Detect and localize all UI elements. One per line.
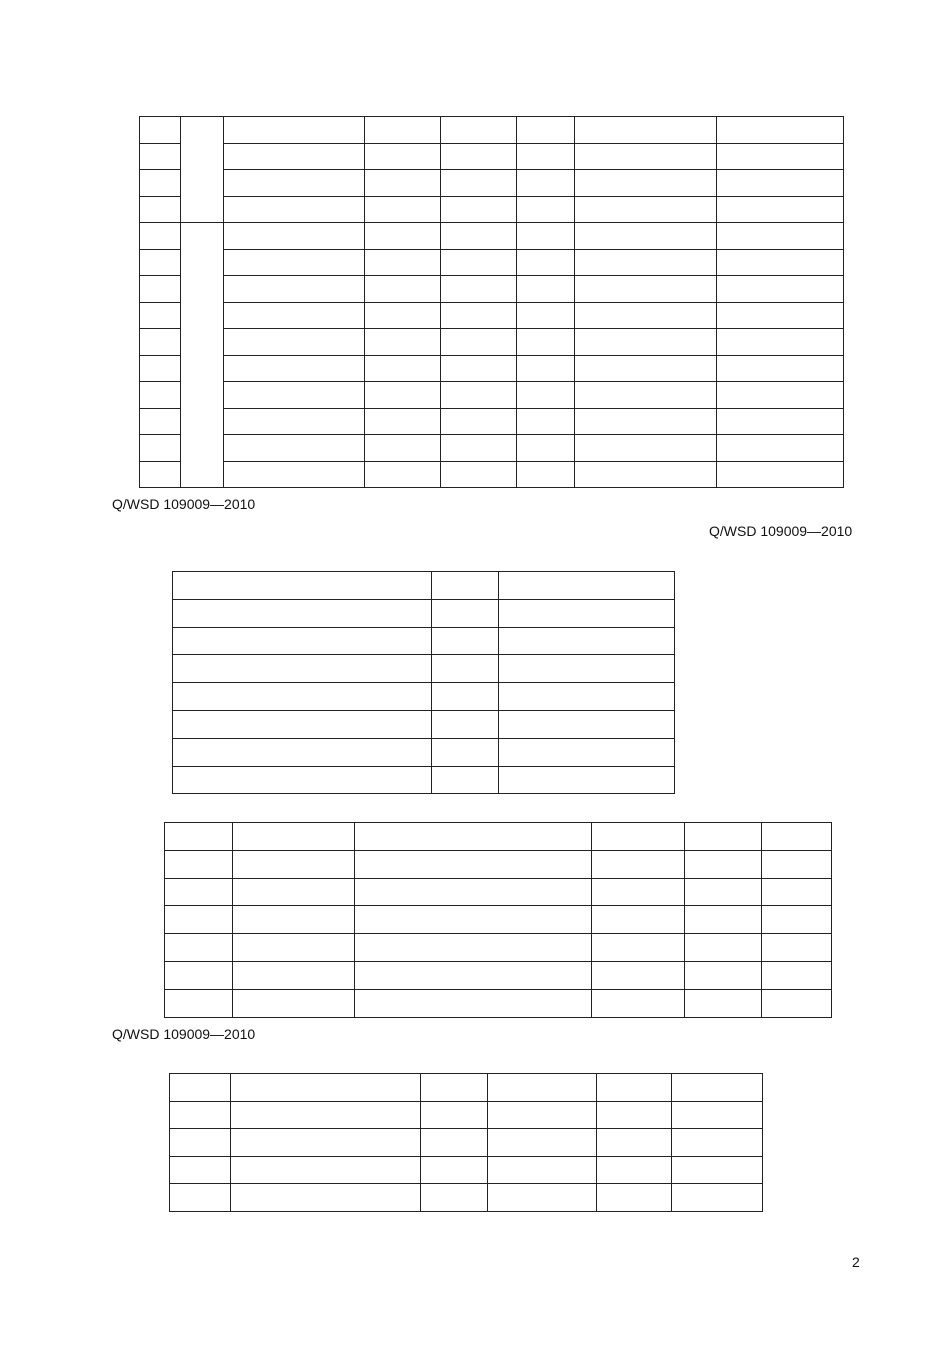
table-cell <box>575 329 717 356</box>
table-cell <box>717 223 844 250</box>
table-cell <box>499 599 675 627</box>
table-1 <box>139 116 844 488</box>
table-cell <box>365 196 441 223</box>
table-cell <box>441 196 517 223</box>
table-cell <box>685 989 762 1017</box>
table-cell <box>165 850 233 878</box>
table-cell <box>488 1156 597 1184</box>
table-cell <box>165 934 233 962</box>
table-cell <box>517 276 575 303</box>
table-row <box>173 738 675 766</box>
table-cell <box>355 906 592 934</box>
table-cell <box>488 1074 597 1102</box>
table-cell <box>717 143 844 170</box>
table-cell <box>441 302 517 329</box>
table-cell <box>717 276 844 303</box>
table-cell <box>421 1184 488 1212</box>
table-cell <box>224 435 365 462</box>
table-row <box>165 823 832 851</box>
table-cell <box>717 408 844 435</box>
table-cell <box>672 1184 763 1212</box>
table-row <box>170 1156 763 1184</box>
table-cell <box>499 710 675 738</box>
table-cell <box>231 1156 421 1184</box>
table-cell <box>140 249 181 276</box>
table-cell <box>231 1184 421 1212</box>
table-cell <box>717 435 844 462</box>
table-cell <box>597 1101 672 1129</box>
table-cell <box>355 989 592 1017</box>
table-cell <box>517 302 575 329</box>
table-cell <box>575 382 717 409</box>
table-cell <box>224 408 365 435</box>
table-row <box>173 683 675 711</box>
table-cell <box>575 223 717 250</box>
table-cell <box>365 276 441 303</box>
table-row <box>140 461 844 488</box>
table-cell <box>365 435 441 462</box>
table-2 <box>172 571 675 794</box>
table-cell <box>441 461 517 488</box>
table-cell <box>592 823 685 851</box>
table-cell <box>672 1101 763 1129</box>
table-cell <box>441 408 517 435</box>
table-cell <box>597 1074 672 1102</box>
table-cell <box>365 302 441 329</box>
table-cell <box>575 249 717 276</box>
table-row <box>165 850 832 878</box>
table-cell <box>685 906 762 934</box>
table-row <box>140 355 844 382</box>
table-cell <box>441 329 517 356</box>
table-group-cell <box>181 223 224 488</box>
table-cell <box>224 117 365 144</box>
table-cell <box>224 329 365 356</box>
table-cell <box>517 382 575 409</box>
table-cell <box>592 961 685 989</box>
table-cell <box>140 170 181 197</box>
table-cell <box>224 196 365 223</box>
page-number: 2 <box>852 1254 860 1270</box>
table-cell <box>441 117 517 144</box>
table-cell <box>355 934 592 962</box>
table-row <box>165 934 832 962</box>
table-cell <box>365 117 441 144</box>
table-cell <box>592 878 685 906</box>
table-cell <box>365 329 441 356</box>
table-cell <box>233 906 355 934</box>
table-row <box>170 1129 763 1157</box>
table-cell <box>432 655 499 683</box>
table-cell <box>717 170 844 197</box>
table-cell <box>432 683 499 711</box>
table-row <box>165 906 832 934</box>
table-cell <box>173 627 432 655</box>
table-cell <box>441 223 517 250</box>
table-cell <box>165 989 233 1017</box>
table-cell <box>717 249 844 276</box>
table-cell <box>762 934 832 962</box>
table-row <box>140 117 844 144</box>
table-cell <box>173 710 432 738</box>
table-cell <box>365 382 441 409</box>
table-cell <box>762 906 832 934</box>
table-cell <box>233 878 355 906</box>
table-cell <box>365 223 441 250</box>
table-cell <box>517 143 575 170</box>
table-row <box>165 961 832 989</box>
table-cell <box>224 382 365 409</box>
table-cell <box>421 1129 488 1157</box>
table-cell <box>685 850 762 878</box>
doc-code-header-2: Q/WSD 109009—2010 <box>112 1026 256 1042</box>
table-cell <box>517 329 575 356</box>
table-cell <box>231 1101 421 1129</box>
table-cell <box>140 276 181 303</box>
table-cell <box>165 823 233 851</box>
table-row <box>140 170 844 197</box>
table-cell <box>717 329 844 356</box>
table-cell <box>173 599 432 627</box>
table-cell <box>517 196 575 223</box>
table-cell <box>233 989 355 1017</box>
table-cell <box>421 1101 488 1129</box>
table-cell <box>499 655 675 683</box>
table-row <box>140 276 844 303</box>
table-cell <box>432 766 499 794</box>
table-cell <box>233 934 355 962</box>
table-cell <box>170 1101 231 1129</box>
table-cell <box>170 1074 231 1102</box>
table-cell <box>170 1156 231 1184</box>
table-cell <box>140 302 181 329</box>
table-cell <box>592 989 685 1017</box>
table-row <box>140 196 844 223</box>
table-cell <box>597 1184 672 1212</box>
table-cell <box>173 655 432 683</box>
table-cell <box>592 850 685 878</box>
table-cell <box>365 461 441 488</box>
table-cell <box>421 1156 488 1184</box>
table-cell <box>224 302 365 329</box>
table-cell <box>365 408 441 435</box>
table-cell <box>672 1156 763 1184</box>
table-cell <box>441 355 517 382</box>
doc-code-header: Q/WSD 109009—2010 <box>112 496 256 512</box>
table-row <box>170 1074 763 1102</box>
table-row <box>173 627 675 655</box>
table-cell <box>685 823 762 851</box>
table-cell <box>421 1074 488 1102</box>
table-row <box>140 302 844 329</box>
table-cell <box>575 461 717 488</box>
table-cell <box>140 143 181 170</box>
table-cell <box>140 196 181 223</box>
table-cell <box>685 934 762 962</box>
table-cell <box>224 223 365 250</box>
table-3 <box>164 822 832 1018</box>
table-cell <box>575 117 717 144</box>
table-cell <box>140 355 181 382</box>
table-row <box>170 1184 763 1212</box>
table-cell <box>441 382 517 409</box>
table-row <box>173 572 675 600</box>
table-cell <box>592 934 685 962</box>
table-cell <box>762 961 832 989</box>
doc-code-header-right: Q/WSD 109009—2010 <box>709 523 853 539</box>
table-cell <box>140 408 181 435</box>
table-cell <box>432 572 499 600</box>
table-cell <box>575 355 717 382</box>
table-cell <box>441 276 517 303</box>
table-cell <box>672 1074 763 1102</box>
table-cell <box>575 302 717 329</box>
table-cell <box>365 355 441 382</box>
table-row <box>140 408 844 435</box>
table-cell <box>499 572 675 600</box>
table-cell <box>575 196 717 223</box>
table-cell <box>575 435 717 462</box>
table-cell <box>597 1129 672 1157</box>
table-cell <box>575 408 717 435</box>
table-cell <box>140 461 181 488</box>
table-cell <box>173 572 432 600</box>
table-cell <box>488 1184 597 1212</box>
table-cell <box>355 823 592 851</box>
table-row <box>170 1101 763 1129</box>
table-row <box>140 435 844 462</box>
table-cell <box>140 435 181 462</box>
table-cell <box>499 766 675 794</box>
table-cell <box>441 435 517 462</box>
table-cell <box>355 961 592 989</box>
table-cell <box>575 143 717 170</box>
table-row <box>140 382 844 409</box>
table-cell <box>717 355 844 382</box>
table-cell <box>517 170 575 197</box>
table-cell <box>685 961 762 989</box>
table-row <box>140 223 844 250</box>
table-cell <box>762 878 832 906</box>
table-cell <box>170 1184 231 1212</box>
table-cell <box>717 117 844 144</box>
table-cell <box>592 906 685 934</box>
table-cell <box>762 850 832 878</box>
table-cell <box>717 461 844 488</box>
table-cell <box>173 738 432 766</box>
table-cell <box>140 329 181 356</box>
table-row <box>140 249 844 276</box>
table-row <box>173 710 675 738</box>
table-cell <box>488 1101 597 1129</box>
table-group-cell <box>181 117 224 223</box>
table-cell <box>355 878 592 906</box>
table-cell <box>224 461 365 488</box>
table-cell <box>224 276 365 303</box>
table-cell <box>432 738 499 766</box>
table-cell <box>233 961 355 989</box>
table-cell <box>517 249 575 276</box>
table-cell <box>224 170 365 197</box>
table-cell <box>499 738 675 766</box>
table-cell <box>233 850 355 878</box>
table-cell <box>441 170 517 197</box>
table-row <box>173 655 675 683</box>
table-cell <box>173 683 432 711</box>
table-cell <box>140 382 181 409</box>
table-cell <box>231 1129 421 1157</box>
table-cell <box>224 355 365 382</box>
table-cell <box>432 710 499 738</box>
table-cell <box>672 1129 763 1157</box>
table-cell <box>231 1074 421 1102</box>
table-cell <box>575 170 717 197</box>
table-cell <box>165 906 233 934</box>
table-cell <box>224 143 365 170</box>
table-cell <box>365 249 441 276</box>
table-4 <box>169 1073 763 1212</box>
table-cell <box>173 766 432 794</box>
table-cell <box>762 823 832 851</box>
table-cell <box>499 683 675 711</box>
table-cell <box>441 143 517 170</box>
table-cell <box>517 223 575 250</box>
table-cell <box>717 196 844 223</box>
table-row <box>140 143 844 170</box>
table-row <box>173 766 675 794</box>
table-cell <box>165 878 233 906</box>
table-cell <box>432 627 499 655</box>
table-cell <box>165 961 233 989</box>
table-cell <box>517 117 575 144</box>
table-cell <box>517 355 575 382</box>
table-cell <box>365 143 441 170</box>
table-cell <box>717 382 844 409</box>
table-cell <box>140 117 181 144</box>
table-cell <box>762 989 832 1017</box>
table-cell <box>355 850 592 878</box>
table-cell <box>517 435 575 462</box>
table-cell <box>488 1129 597 1157</box>
table-cell <box>597 1156 672 1184</box>
table-cell <box>224 249 365 276</box>
table-cell <box>685 878 762 906</box>
table-cell <box>717 302 844 329</box>
table-cell <box>517 408 575 435</box>
table-row <box>173 599 675 627</box>
table-cell <box>170 1129 231 1157</box>
table-cell <box>499 627 675 655</box>
table-cell <box>233 823 355 851</box>
table-cell <box>441 249 517 276</box>
table-row <box>165 878 832 906</box>
table-cell <box>140 223 181 250</box>
table-cell <box>365 170 441 197</box>
table-cell <box>517 461 575 488</box>
table-row <box>140 329 844 356</box>
table-cell <box>575 276 717 303</box>
table-cell <box>432 599 499 627</box>
table-row <box>165 989 832 1017</box>
